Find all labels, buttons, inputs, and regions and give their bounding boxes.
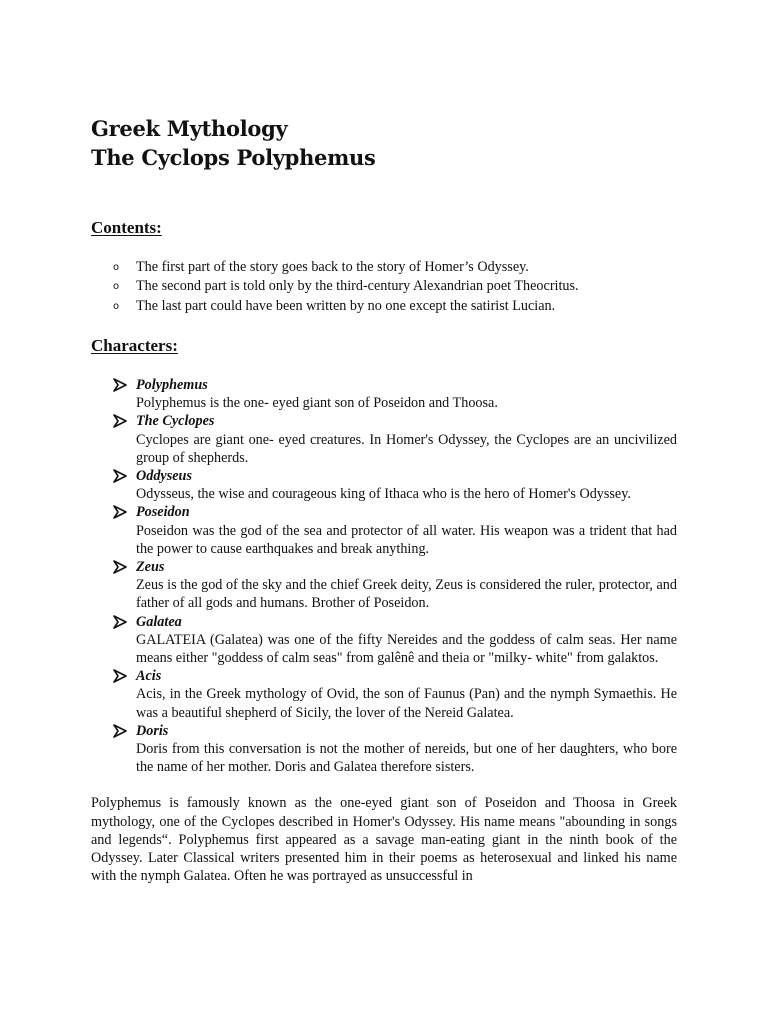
character-name: The Cyclopes bbox=[136, 413, 215, 430]
contents-item-text: The last part could have been written by no one except the satirist Lucian. bbox=[136, 297, 556, 314]
characters-heading: Characters: bbox=[91, 335, 178, 355]
contents-item-text: The second part is told only by the third-century Alexandrian poet Theocritus. bbox=[136, 278, 579, 295]
title-line-2: The Cyclops Polyphemus bbox=[91, 145, 376, 170]
character-description: GALATEIA (Galatea) was one of the fifty Nereides and the goddess of calm seas. Her name means either "goddess of calm seas" from galênê and theia or "milky- white" from galaktos. bbox=[136, 631, 677, 666]
character-item bbox=[91, 667, 677, 722]
character-description: Doris from this conversation is not the mother of nereids, but one of her daughters, who bore the name of her mother. Doris and Galatea therefore sisters. bbox=[136, 740, 677, 776]
contents-list bbox=[91, 258, 677, 316]
character-item bbox=[91, 412, 677, 467]
character-name: Zeus bbox=[136, 558, 165, 575]
character-name: Doris bbox=[136, 722, 169, 739]
character-item bbox=[91, 613, 677, 668]
document-title bbox=[91, 114, 677, 172]
contents-item-text: The first part of the story goes back to the story of Homer’s Odyssey. bbox=[136, 259, 529, 275]
character-item bbox=[91, 503, 677, 558]
arrowhead-bullet-icon bbox=[113, 378, 127, 392]
characters-list bbox=[91, 376, 677, 776]
arrowhead-bullet-icon bbox=[113, 724, 127, 738]
hollow-circle-bullet-icon: o bbox=[113, 300, 120, 312]
character-item bbox=[91, 467, 677, 503]
arrowhead-bullet-icon bbox=[113, 505, 127, 519]
arrowhead-bullet-icon bbox=[113, 669, 127, 683]
character-name: Acis bbox=[136, 668, 162, 685]
character-name: Galatea bbox=[136, 613, 182, 630]
arrowhead-bullet-icon bbox=[113, 414, 127, 428]
body-paragraph: Polyphemus is famously known as the one-eyed giant son of Poseidon and Thoosa in Greek mythology, one of the Cyclopes described in Homer's Odyssey. His name means "abounding in songs and legends“. Polyphemus first appeared as a savage man-eating giant in the ninth book of the Odyssey. Later Classical writers presented him in their poems as heterosexual and linked his name with the nymph Galatea. Often he was portrayed as unsuccessful in bbox=[91, 795, 677, 885]
contents-item bbox=[91, 297, 677, 316]
character-name: Poseidon bbox=[136, 504, 190, 521]
character-description: Odysseus, the wise and courageous king of Ithaca who is the hero of Homer's Odyssey. bbox=[136, 486, 631, 503]
character-item bbox=[91, 558, 677, 613]
character-item bbox=[91, 722, 677, 777]
character-description: Polyphemus is the one- eyed giant son of Poseidon and Thoosa. bbox=[136, 395, 498, 412]
hollow-circle-bullet-icon: o bbox=[113, 281, 120, 293]
arrowhead-bullet-icon bbox=[113, 469, 127, 483]
character-name: Oddyseus bbox=[136, 467, 192, 484]
character-description: Zeus is the god of the sky and the chief Greek deity, Zeus is considered the ruler, protector, and father of all gods and humans. Brother of Poseidon. bbox=[136, 577, 677, 612]
character-name: Polyphemus bbox=[136, 376, 208, 393]
character-description: Acis, in the Greek mythology of Ovid, the son of Faunus (Pan) and the nymph Symaethis. He was a beautiful shepherd of Sicily, the lover of the Nereid Galatea. bbox=[136, 686, 677, 721]
arrowhead-bullet-icon bbox=[113, 615, 127, 629]
title-line-1: Greek Mythology bbox=[91, 116, 288, 141]
hollow-circle-bullet-icon: o bbox=[113, 262, 120, 273]
contents-heading: Contents: bbox=[91, 218, 162, 237]
character-item bbox=[91, 376, 677, 412]
arrowhead-bullet-icon bbox=[113, 560, 127, 574]
character-description: Cyclopes are giant one- eyed creatures. In Homer's Odyssey, the Cyclopes are an uncivilized group of shepherds. bbox=[136, 431, 677, 466]
document-page bbox=[91, 114, 677, 885]
contents-item bbox=[91, 258, 677, 277]
contents-item bbox=[91, 277, 677, 296]
character-description: Poseidon was the god of the sea and protector of all water. His weapon was a trident that had the power to cause earthquakes and break anything. bbox=[136, 522, 677, 557]
